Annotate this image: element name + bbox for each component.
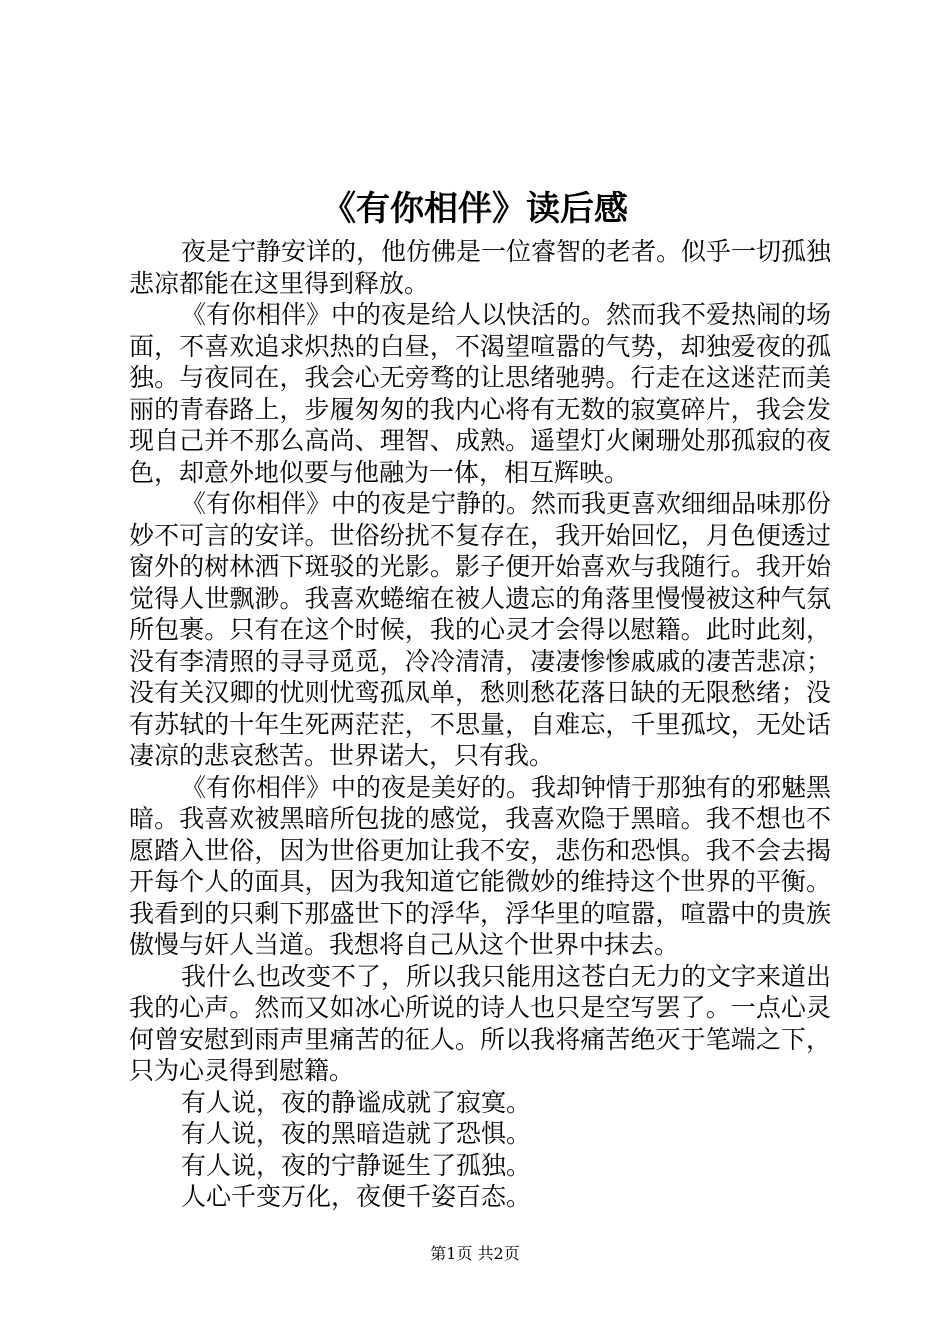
paragraph-5: 我什么也改变不了，所以我只能用这苍白无力的文字来道出我的心声。然而又如冰心所说的诗人也只是空写罢了。一点心灵何曾安慰到雨声里痛苦的征人。所以我将痛苦绝灭于笔端之下，只为心灵得到慰籍。 xyxy=(129,961,832,1085)
paragraph-6: 有人说，夜的静谧成就了寂寞。 xyxy=(181,1087,532,1117)
paragraph-4: 《有你相伴》中的夜是美好的。我却钟情于那独有的邪魅黑暗。我喜欢被黑暗所包拢的感觉，我喜欢隐于黑暗。我不想也不愿踏入世俗，因为世俗更加让我不安，悲伤和恐惧。我不会去揭开每个人的面具，因为我知道它能微妙的维持这个世界的平衡。我看到的只剩下那盛世下的浮华，浮华里的喧嚣，喧嚣中的贵族傲慢与奸人当道。我想将自己从这个世界中抹去。 xyxy=(129,772,832,959)
paragraph-1: 夜是宁静安详的，他仿佛是一位睿智的老者。似乎一切孤独悲凉都能在这里得到释放。 xyxy=(129,237,832,298)
paragraph-3: 《有你相伴》中的夜是宁静的。然而我更喜欢细细品味那份妙不可言的安详。世俗纷扰不复存在，我开始回忆，月色便透过窗外的树林洒下斑驳的光影。影子便开始喜欢与我随行。我开始觉得人世飘渺。我喜欢蜷缩在被人遗忘的角落里慢慢被这种气氛所包裹。只有在这个时候，我的心灵才会得以慰籍。此时此刻，没有李清照的寻寻觅觅，冷冷清清，凄凄惨惨戚戚的凄苦悲凉；没有关汉卿的忧则忧鸾孤凤单，愁则愁花落日缺的无限愁绪；没有苏轼的十年生死两茫茫，不思量，自难忘，千里孤坟，无处话凄凉的悲哀愁苦。世界诺大，只有我。 xyxy=(129,489,832,770)
paragraph-7: 有人说，夜的黑暗造就了恐惧。 xyxy=(181,1119,532,1148)
paragraph-2: 《有你相伴》中的夜是给人以快活的。然而我不爱热闹的场面，不喜欢追求炽热的白昼，不渴望喧嚣的气势，却独爱夜的孤独。与夜同在，我会心无旁骛的让思绪驰骋。行走在这迷茫而美丽的青春路上，步履匆匆的我内心将有无数的寂寞碎片，我会发现自己并不那么高尚、理智、成熟。遥望灯火阑珊处那孤寂的夜色，却意外地似要与他融为一体，相互辉映。 xyxy=(129,300,832,487)
paragraph-8: 有人说，夜的宁静诞生了孤独。 xyxy=(181,1150,532,1180)
page-number-footer: 第1页 共2页 xyxy=(430,1244,520,1263)
paragraph-9: 人心千变万化，夜便千姿百态。 xyxy=(181,1182,532,1211)
document-body xyxy=(129,236,831,1213)
document-title: 《有你相伴》读后感 xyxy=(322,189,628,229)
